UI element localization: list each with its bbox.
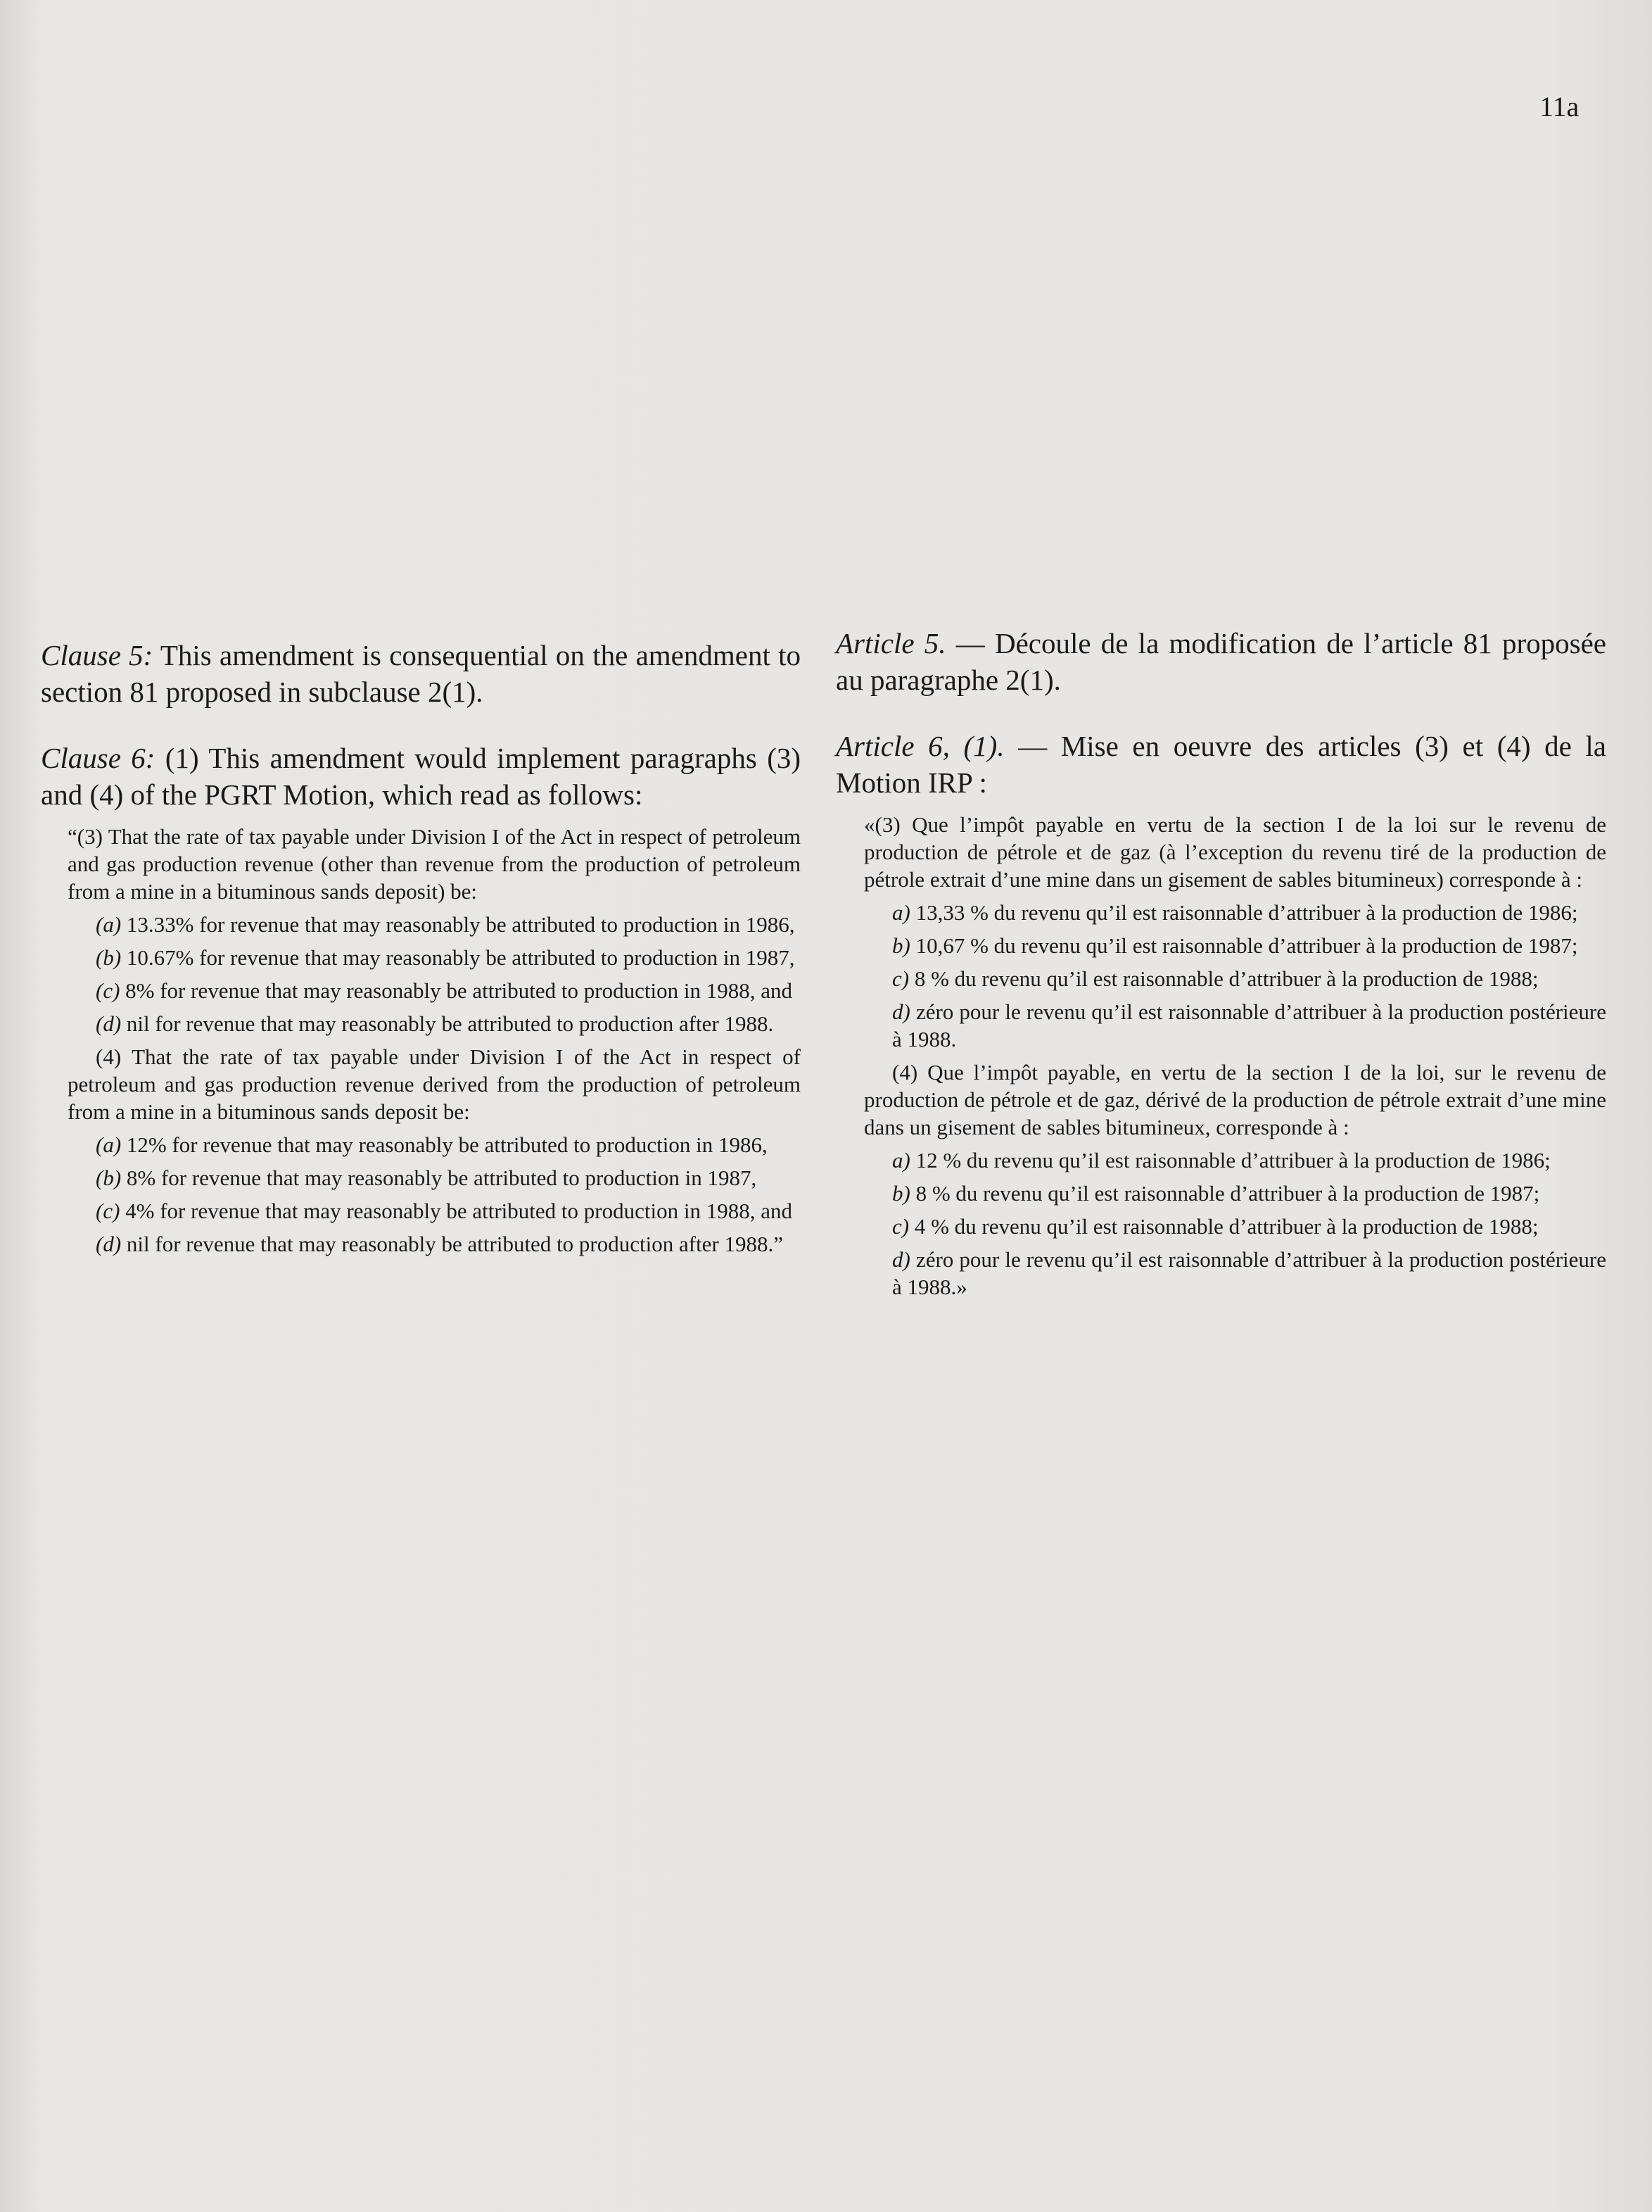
pgrt-motion-quote (41, 823, 801, 1258)
motion-irp-quote (836, 811, 1606, 1301)
article-5 (836, 625, 1606, 698)
clause-5-text: This amendment is consequential on the amendment to section 81 proposed in subclause 2(1). (41, 639, 801, 708)
fr-quote-3-item-d: d) zéro pour le revenu qu’il est raisonnable d’attribuer à la production postérieure à 1988. (892, 999, 1607, 1051)
article-5-text: — Découle de la modification de l’article 81 proposée au paragraphe 2(1). (836, 627, 1606, 696)
quote-paragraph-3: “(3) That the rate of tax payable under Division I of the Act in respect of petroleum and gas production revenue (other than revenue from the production of petroleum from a mine in a bituminous sands deposit) be: (68, 824, 801, 904)
fr-quote-4-item-d: d) zéro pour le revenu qu’il est raisonnable d’attribuer à la production postérieure à 1988.» (892, 1247, 1607, 1299)
fr-quote-3-item-c: c) 8 % du revenu qu’il est raisonnable d’attribuer à la production de 1988; (892, 966, 1539, 991)
quote-4-item-b: (b) 8% for revenue that may reasonably be attributed to production in 1987, (96, 1165, 757, 1190)
article-6 (836, 728, 1606, 801)
fr-quote-4-item-b: b) 8 % du revenu qu’il est raisonnable d’attribuer à la production de 1987; (892, 1181, 1540, 1206)
fr-quote-4-item-a: a) 12 % du revenu qu’il est raisonnable d’attribuer à la production de 1986; (892, 1148, 1551, 1173)
article-6-label: Article 6, (1). (836, 730, 1005, 762)
fr-quote-3-item-a: a) 13,33 % du revenu qu’il est raisonnable d’attribuer à la production de 1986; (892, 900, 1578, 925)
fr-quote-3-item-b: b) 10,67 % du revenu qu’il est raisonnable d’attribuer à la production de 1987; (892, 933, 1578, 958)
fr-quote-4-item-c: c) 4 % du revenu qu’il est raisonnable d’attribuer à la production de 1988; (892, 1214, 1539, 1239)
clause-5 (41, 637, 801, 710)
quote-paragraph-4: (4) That the rate of tax payable under Division I of the Act in respect of petroleum and gas production revenue derived from the production of petroleum from a mine in a bituminous sands deposit be: (68, 1044, 801, 1124)
clause-6-label: Clause 6: (41, 742, 155, 774)
article-5-label: Article 5. (836, 627, 946, 659)
quote-3-item-c: (c) 8% for revenue that may reasonably be attributed to production in 1988, and (96, 978, 792, 1003)
french-column (836, 625, 1606, 1306)
clause-5-label: Clause 5: (41, 639, 153, 671)
clause-6 (41, 740, 801, 813)
clause-6-text: (1) This amendment would implement paragraphs (3) and (4) of the PGRT Motion, which read as follows: (41, 742, 801, 811)
article-6-text: — Mise en oeuvre des articles (3) et (4) de la Motion IRP : (836, 730, 1607, 799)
fr-quote-paragraph-4: (4) Que l’impôt payable, en vertu de la section I de la loi, sur le revenu de production de pétrole et de gaz, dérivé de la production de pétrole extrait d’une mine dans un gisement de sables bitumineux, corresponde à : (864, 1060, 1606, 1139)
fr-quote-paragraph-3: «(3) Que l’impôt payable en vertu de la section I de la loi sur le revenu de production de pétrole et de gaz (à l’exception du revenu tiré de la production de pétrole extrait d’une mine dans un gisement de sables bitumineux) corresponde à : (864, 812, 1606, 892)
quote-3-item-a: (a) 13.33% for revenue that may reasonably be attributed to production in 1986, (96, 912, 795, 937)
quote-3-item-b: (b) 10.67% for revenue that may reasonably be attributed to production in 1987, (96, 945, 795, 970)
quote-4-item-a: (a) 12% for revenue that may reasonably be attributed to production in 1986, (96, 1132, 768, 1157)
page-number: 11a (1539, 91, 1580, 122)
quote-4-item-d: (d) nil for revenue that may reasonably be attributed to production after 1988.” (96, 1232, 784, 1256)
english-column (41, 637, 801, 1263)
quote-4-item-c: (c) 4% for revenue that may reasonably be attributed to production in 1988, and (96, 1199, 792, 1223)
quote-3-item-d: (d) nil for revenue that may reasonably be attributed to production after 1988. (96, 1011, 774, 1036)
